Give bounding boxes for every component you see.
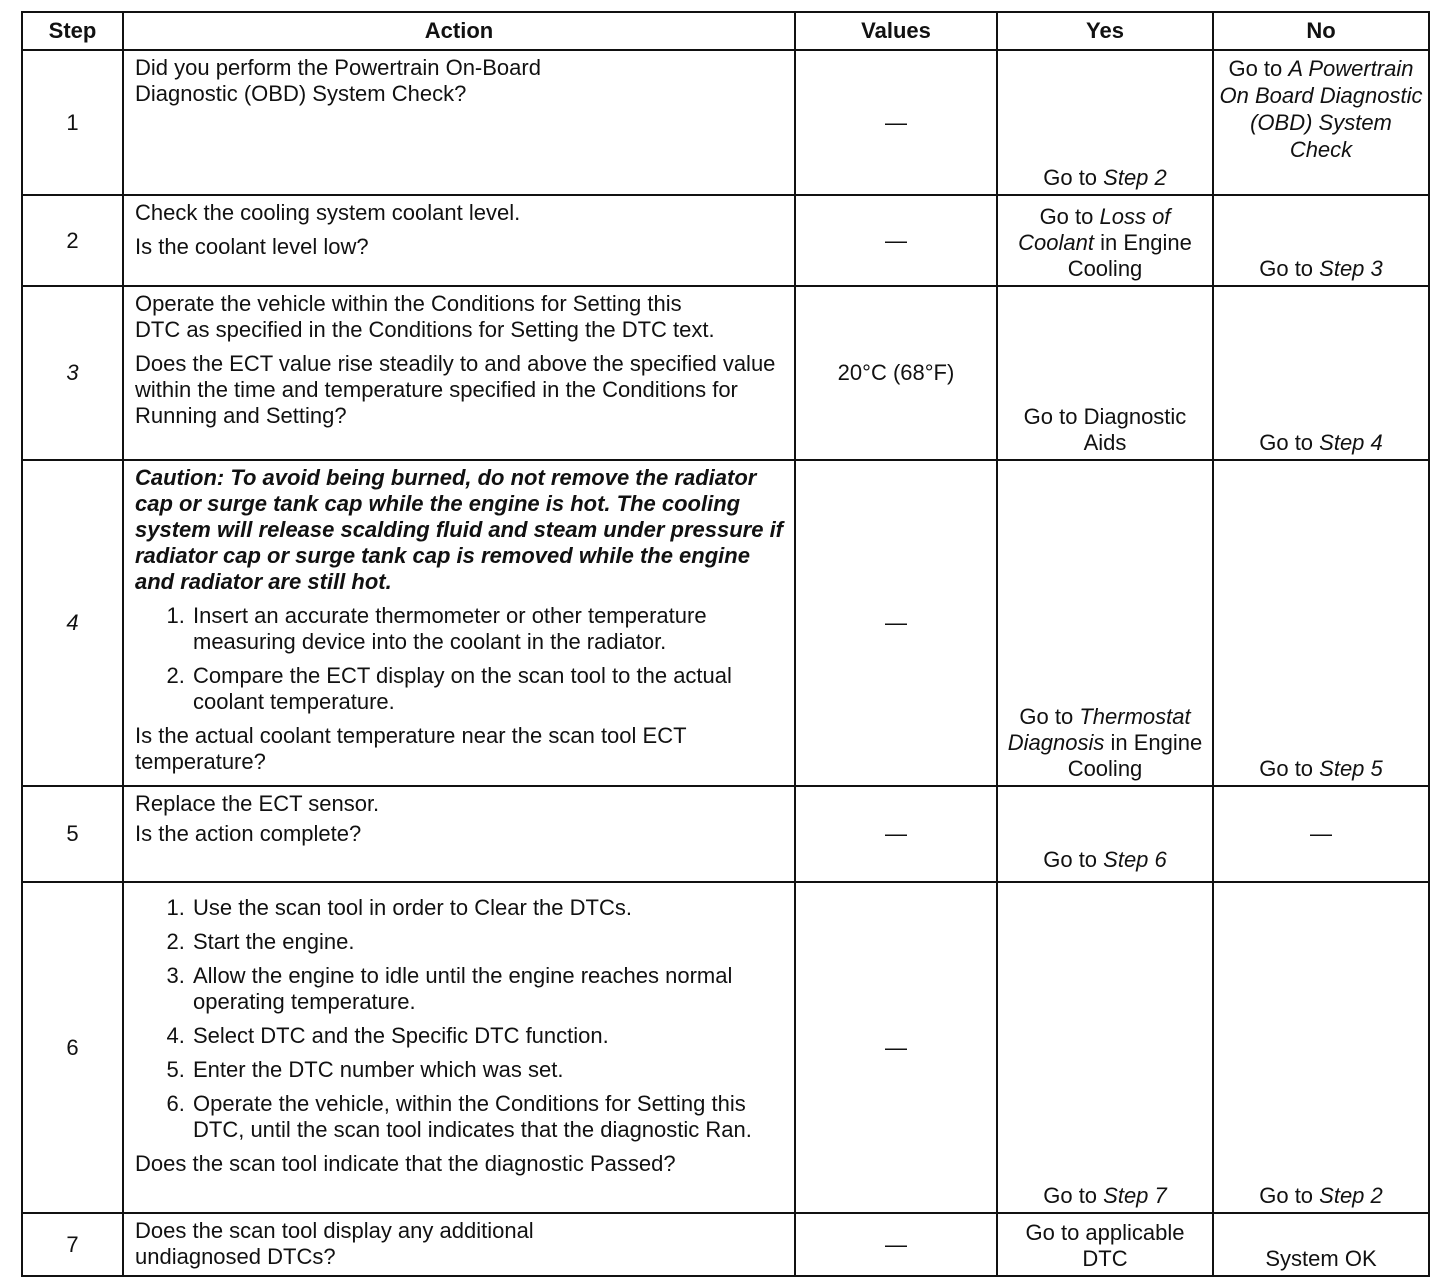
list-item: 1. Use the scan tool in order to Clear the DTCs.	[191, 895, 784, 921]
no-cell	[1213, 286, 1429, 460]
yes-suffix: in Engine Cooling	[1067, 230, 1192, 281]
header-action: Action	[123, 12, 795, 50]
action-text: Did you perform the Powertrain On-Board Diagnostic (OBD) System Check?	[135, 55, 541, 106]
procedure-list	[135, 603, 784, 715]
action-text: Operate the vehicle within the Conditions for Setting this DTC as specified in the Conditions for Setting the DTC text.	[135, 291, 715, 342]
no-link: Step 3	[1319, 256, 1383, 281]
yes-prefix: Go to applicable DTC	[1025, 1220, 1185, 1271]
step-number: 7	[22, 1213, 123, 1276]
action-question: Does the scan tool display any additional undiagnosed DTCs?	[135, 1218, 534, 1269]
action-question: Does the ECT value rise steadily to and above the specified value within the time and temperature specified in the Conditions for Running and Setting?	[135, 351, 776, 428]
list-item: 6. Operate the vehicle, within the Conditions for Setting this DTC, until the scan tool indicates that the diagnostic Ran.	[191, 1091, 784, 1143]
values-cell: 20°C (68°F)	[795, 286, 997, 460]
header-values: Values	[795, 12, 997, 50]
values-cell: —	[795, 195, 997, 286]
table-row	[22, 1213, 1429, 1276]
action-cell	[123, 460, 795, 786]
yes-link: Step 2	[1103, 165, 1167, 190]
yes-cell	[997, 786, 1213, 882]
yes-cell	[997, 460, 1213, 786]
no-prefix: Go to	[1228, 56, 1289, 81]
action-text: Check the cooling system coolant level.	[135, 200, 521, 225]
values-cell: —	[795, 50, 997, 195]
action-cell	[123, 786, 795, 882]
table-row	[22, 50, 1429, 195]
list-item: 3. Allow the engine to idle until the engine reaches normal operating temperature.	[191, 963, 784, 1015]
no-prefix: Go to	[1259, 430, 1320, 455]
step-number: 5	[22, 786, 123, 882]
step-number: 6	[22, 882, 123, 1213]
values-cell: —	[795, 1213, 997, 1276]
no-link: Step 4	[1319, 430, 1383, 455]
yes-cell	[997, 286, 1213, 460]
yes-link: Step 7	[1103, 1183, 1167, 1208]
list-item: 2. Start the engine.	[191, 929, 784, 955]
no-prefix: Go to	[1259, 256, 1320, 281]
yes-prefix: Go to	[1039, 204, 1100, 229]
table-row	[22, 786, 1429, 882]
yes-cell	[997, 882, 1213, 1213]
action-cell	[123, 50, 795, 195]
no-cell: System OK	[1213, 1213, 1429, 1276]
values-cell: —	[795, 882, 997, 1213]
table-row	[22, 882, 1429, 1213]
yes-cell	[997, 195, 1213, 286]
yes-prefix: Go to	[1043, 165, 1104, 190]
diagnostic-table	[21, 11, 1430, 1277]
no-cell	[1213, 882, 1429, 1213]
step-number: 1	[22, 50, 123, 195]
no-link: Step 2	[1319, 1183, 1383, 1208]
no-prefix: Go to	[1259, 1183, 1320, 1208]
yes-link: Loss of Coolant	[1018, 204, 1171, 255]
yes-prefix: Go to Diagnostic Aids	[1023, 404, 1187, 455]
action-cell	[123, 195, 795, 286]
caution-text: Caution: To avoid being burned, do not remove the radiator cap or surge tank cap while the engine is hot. The cooling system will release scalding fluid and steam under pressure if radiator cap or surge tank cap is removed while the engine and radiator are still hot.	[135, 465, 784, 594]
list-item: 1. Insert an accurate thermometer or other temperature measuring device into the coolant in the radiator.	[191, 603, 784, 655]
action-question: Is the actual coolant temperature near the scan tool ECT temperature?	[135, 723, 687, 774]
yes-prefix: Go to	[1019, 704, 1080, 729]
list-item: 2. Compare the ECT display on the scan tool to the actual coolant temperature.	[191, 663, 784, 715]
step-number: 3	[22, 286, 123, 460]
step-number: 2	[22, 195, 123, 286]
action-text: Replace the ECT sensor.	[135, 791, 380, 816]
no-cell: —	[1213, 786, 1429, 882]
yes-cell	[997, 1213, 1213, 1276]
header-yes: Yes	[997, 12, 1213, 50]
header-row	[22, 12, 1429, 50]
action-cell	[123, 1213, 795, 1276]
action-question: Is the action complete?	[135, 821, 362, 846]
yes-suffix: in Engine Cooling	[1067, 730, 1203, 781]
action-question: Is the coolant level low?	[135, 234, 369, 259]
no-link: Step 5	[1319, 756, 1383, 781]
no-link: A Powertrain On Board Diagnostic (OBD) System Check	[1219, 56, 1423, 162]
step-number: 4	[22, 460, 123, 786]
header-no: No	[1213, 12, 1429, 50]
list-item: 5. Enter the DTC number which was set.	[191, 1057, 784, 1083]
action-cell	[123, 286, 795, 460]
yes-link: Step 6	[1103, 847, 1167, 872]
action-question: Does the scan tool indicate that the diagnostic Passed?	[135, 1151, 676, 1176]
yes-cell	[997, 50, 1213, 195]
list-item: 4. Select DTC and the Specific DTC function.	[191, 1023, 784, 1049]
no-cell	[1213, 195, 1429, 286]
yes-prefix: Go to	[1043, 847, 1104, 872]
no-cell	[1213, 460, 1429, 786]
table-row	[22, 195, 1429, 286]
header-step: Step	[22, 12, 123, 50]
procedure-list	[135, 895, 784, 1143]
action-cell	[123, 882, 795, 1213]
no-cell	[1213, 50, 1429, 195]
yes-prefix: Go to	[1043, 1183, 1104, 1208]
table-row	[22, 286, 1429, 460]
no-prefix: Go to	[1259, 756, 1320, 781]
values-cell: —	[795, 460, 997, 786]
values-cell: —	[795, 786, 997, 882]
yes-link: Thermostat Diagnosis	[1007, 704, 1191, 755]
table-row	[22, 460, 1429, 786]
